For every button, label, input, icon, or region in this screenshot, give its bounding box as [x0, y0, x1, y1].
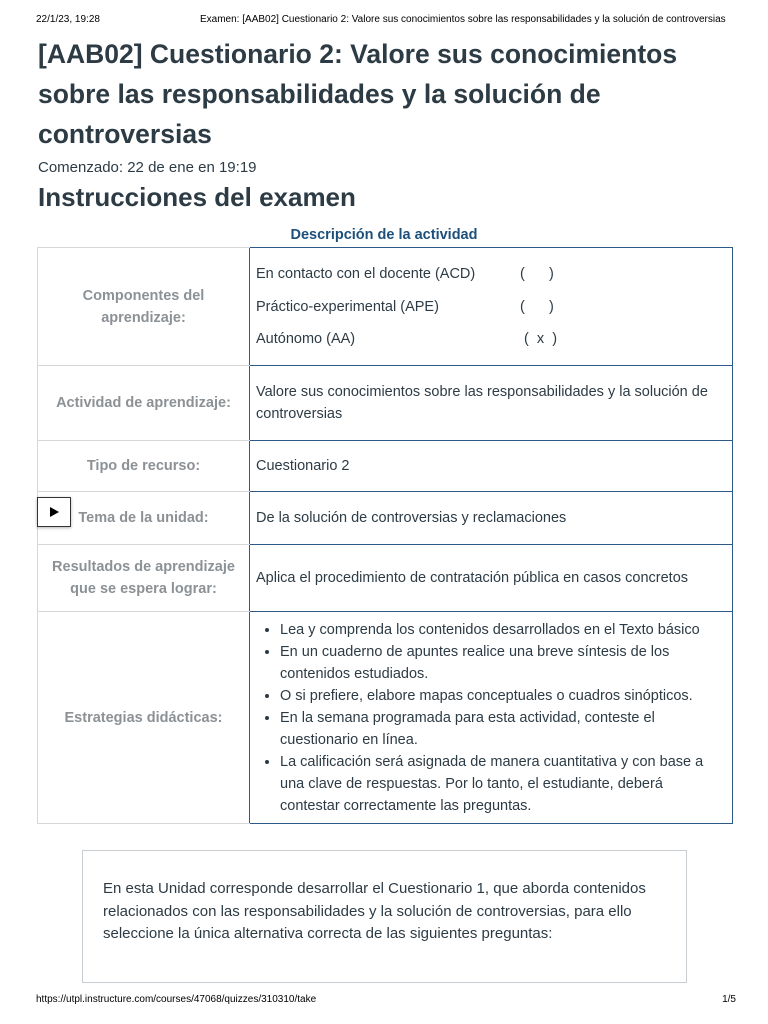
- component-name: Autónomo (AA): [256, 331, 356, 347]
- list-item: • En un cuaderno de apuntes realice una breve síntesis de los contenidos estudiados.: [280, 641, 726, 685]
- component-mark: ( ): [520, 266, 554, 282]
- component-item: [256, 323, 726, 356]
- quiz-started-time: Comenzado: 22 de ene en 19:19: [38, 159, 257, 176]
- component-name: En contacto con el docente (ACD): [256, 266, 476, 282]
- resource-label: Tipo de recurso:: [38, 441, 250, 492]
- component-mark: ( ): [520, 298, 554, 315]
- print-datetime: 22/1/23, 19:28: [36, 14, 100, 25]
- table-row: [38, 441, 733, 492]
- outcomes-label: Resultados de aprendizaje que se espera lograr:: [38, 545, 250, 612]
- component-name: Práctico-experimental (APE): [256, 298, 439, 315]
- print-page-title: Examen: [AAB02] Cuestionario 2: Valore sus conocimientos sobre las responsabilidades y la solución de controversias: [200, 14, 726, 25]
- play-icon: [48, 506, 60, 518]
- print-page-number: 1/5: [722, 994, 736, 1005]
- list-item: • Lea y comprenda los contenidos desarrollados en el Texto básico: [280, 619, 726, 641]
- activity-description-table: [37, 247, 733, 824]
- instructions-heading: Instrucciones del examen: [38, 182, 356, 212]
- components-label: Componentes del aprendizaje:: [38, 248, 250, 366]
- table-row: [38, 545, 733, 612]
- resource-value: Cuestionario 2: [250, 441, 733, 492]
- list-item: • O si prefiere, elabore mapas conceptuales o cuadros sinópticos.: [280, 685, 726, 707]
- components-value: [250, 248, 733, 366]
- table-caption: Descripción de la actividad: [290, 227, 478, 243]
- component-mark: ( x ): [520, 331, 558, 347]
- activity-value: Valore sus conocimientos sobre las responsabilidades y la solución de controversias: [250, 366, 733, 441]
- strategies-label: Estrategias didácticas:: [38, 612, 250, 824]
- strategies-list: [256, 619, 726, 817]
- topic-label: Tema de la unidad:: [38, 492, 250, 545]
- outcomes-value: Aplica el procedimiento de contratación pública en casos concretos: [250, 545, 733, 612]
- table-row: [38, 366, 733, 441]
- table-row: [38, 612, 733, 824]
- play-button[interactable]: [37, 497, 71, 527]
- table-row: [38, 492, 733, 545]
- activity-label: Actividad de aprendizaje:: [38, 366, 250, 441]
- table-row: [38, 248, 733, 366]
- component-item: [256, 290, 726, 323]
- strategies-value: [250, 612, 733, 824]
- intro-box: En esta Unidad corresponde desarrollar el Cuestionario 1, que aborda contenidos relacionados con las responsabilidades y la solución de controversias, para ello seleccione la única alternativa correcta de las siguientes preguntas:: [82, 850, 687, 983]
- quiz-title: [AAB02] Cuestionario 2: Valore sus conocimientos sobre las responsabilidades y la solución de controversias: [38, 39, 678, 149]
- list-item: • La calificación será asignada de manera cuantitativa y con base a una clave de respuestas. Por lo tanto, el estudiante, deberá contestar correctamente las preguntas.: [280, 751, 726, 817]
- print-url: https://utpl.instructure.com/courses/47068/quizzes/310310/take: [36, 994, 317, 1005]
- list-item: • En la semana programada para esta actividad, conteste el cuestionario en línea.: [280, 707, 726, 751]
- component-item: [256, 258, 726, 291]
- topic-value: De la solución de controversias y reclamaciones: [250, 492, 733, 545]
